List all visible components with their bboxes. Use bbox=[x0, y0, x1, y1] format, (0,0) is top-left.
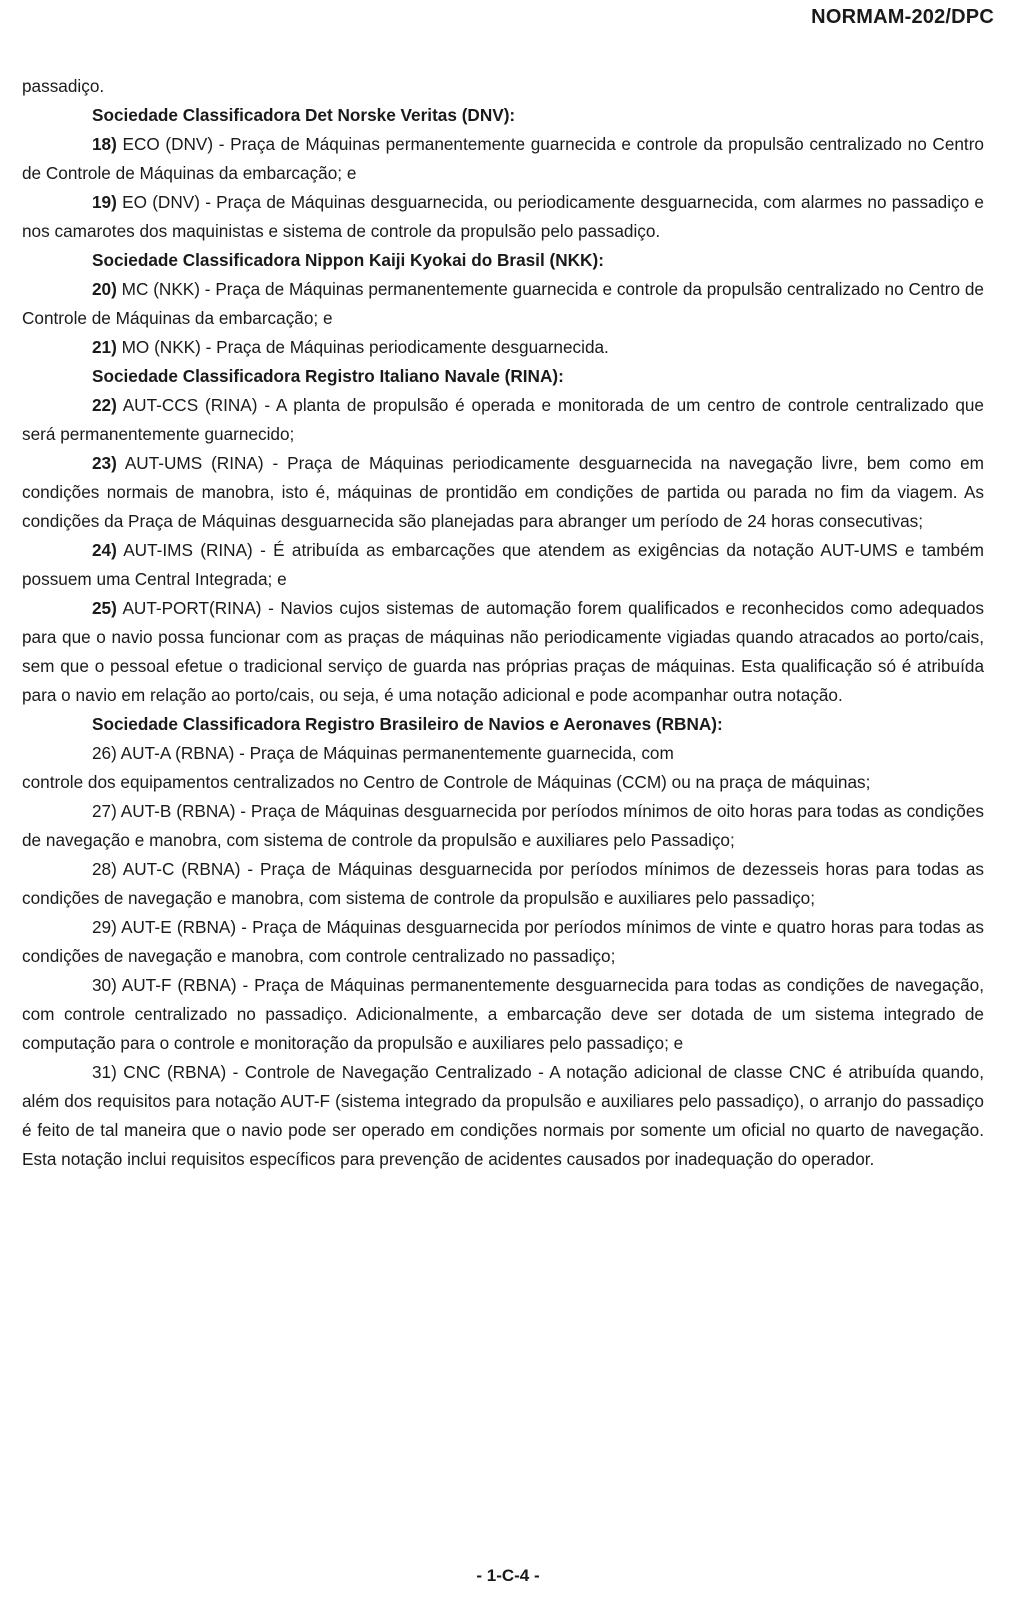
item-number: 20) bbox=[92, 279, 117, 299]
list-item-24 bbox=[22, 536, 984, 594]
document-header: NORMAM-202/DPC bbox=[811, 6, 994, 28]
list-item-22 bbox=[22, 391, 984, 449]
item-number: 25) bbox=[92, 598, 117, 618]
item-number: 21) bbox=[92, 337, 117, 357]
list-item-30: 30) AUT-F (RBNA) - Praça de Máquinas permanentemente desguarnecida para todas as condições de navegação, com controle centralizado no passadiço. Adicionalmente, a embarcação deve ser dotada de um sistema integrado de computação para o controle e monitoração da propulsão e auxiliares pelo passadiço; e bbox=[22, 975, 984, 1053]
list-item-23 bbox=[22, 449, 984, 536]
list-item-21 bbox=[22, 333, 984, 362]
list-item-25 bbox=[22, 594, 984, 710]
list-item-26-continuation: controle dos equipamentos centralizados no Centro de Controle de Máquinas (CCM) ou na praça de máquinas; bbox=[22, 772, 871, 792]
page-number: - 1-C-4 - bbox=[476, 1566, 540, 1585]
item-number: 18) bbox=[92, 134, 117, 154]
item-number: 19) bbox=[92, 192, 117, 212]
list-item-18 bbox=[22, 130, 984, 188]
item-number: 24) bbox=[92, 540, 117, 560]
list-item-27: 27) AUT-B (RBNA) - Praça de Máquinas desguarnecida por períodos mínimos de oito horas para todas as condições de navegação e manobra, com sistema de controle da propulsão e auxiliares pelo Passadiço; bbox=[22, 801, 984, 850]
list-item-29: 29) AUT-E (RBNA) - Praça de Máquinas desguarnecida por períodos mínimos de vinte e quatro horas para todas as condições de navegação e manobra, com controle centralizado no passadiço; bbox=[22, 917, 984, 966]
paragraph-continuation: passadiço. bbox=[22, 76, 105, 96]
section-heading-rina: Sociedade Classificadora Registro Italiano Navale (RINA): bbox=[92, 366, 564, 386]
item-text: AUT-IMS (RINA) - É atribuída as embarcações que atendem as exigências da notação AUT-UMS e também possuem uma Central Integrada; e bbox=[22, 540, 984, 589]
item-text: AUT-UMS (RINA) - Praça de Máquinas periodicamente desguarnecida na navegação livre, bem como em condições normais de manobra, isto é, máquinas de prontidão em condições de partida ou parada no fim da viagem. As condições da Praça de Máquinas desguarnecida são planejadas para abranger um período de 24 horas consecutivas; bbox=[22, 453, 984, 531]
list-item-28: 28) AUT-C (RBNA) - Praça de Máquinas desguarnecida por períodos mínimos de dezesseis horas para todas as condições de navegação e manobra, com sistema de controle da propulsão e auxiliares pelo passadiço; bbox=[22, 859, 984, 908]
item-text: MC (NKK) - Praça de Máquinas permanentemente guarnecida e controle da propulsão centralizado no Centro de Controle de Máquinas da embarcação; e bbox=[22, 279, 984, 328]
list-item-19 bbox=[22, 188, 984, 246]
item-text: EO (DNV) - Praça de Máquinas desguarnecida, ou periodicamente desguarnecida, com alarmes no passadiço e nos camarotes dos maquinistas e sistema de controle da propulsão pelo passadiço. bbox=[22, 192, 984, 241]
section-heading-rbna: Sociedade Classificadora Registro Brasileiro de Navios e Aeronaves (RBNA): bbox=[92, 714, 723, 734]
item-number: 22) bbox=[92, 395, 117, 415]
list-item-26: 26) AUT-A (RBNA) - Praça de Máquinas permanentemente guarnecida, com bbox=[92, 743, 674, 763]
document-body bbox=[22, 72, 984, 1174]
item-text: AUT-CCS (RINA) - A planta de propulsão é operada e monitorada de um centro de controle centralizado que será permanentemente guarnecido; bbox=[22, 395, 984, 444]
list-item-20 bbox=[22, 275, 984, 333]
item-number: 23) bbox=[92, 453, 117, 473]
item-text: AUT-PORT(RINA) - Navios cujos sistemas de automação forem qualificados e reconhecidos como adequados para que o navio possa funcionar com as praças de máquinas não periodicamente vigiadas quando atracados ao porto/cais, sem que o pessoal efetue o tradicional serviço de guarda nas próprias praças de máquinas. Esta qualificação só é atribuída para o navio em relação ao porto/cais, ou seja, é uma notação adicional e pode acompanhar outra notação. bbox=[22, 598, 984, 705]
item-text: ECO (DNV) - Praça de Máquinas permanentemente guarnecida e controle da propulsão centralizado no Centro de Controle de Máquinas da embarcação; e bbox=[22, 134, 984, 183]
list-item-31: 31) CNC (RBNA) - Controle de Navegação Centralizado - A notação adicional de classe CNC é atribuída quando, além dos requisitos para notação AUT-F (sistema integrado da propulsão e auxiliares pelo passadiço), o arranjo do passadiço é feito de tal maneira que o navio pode ser operado em condições normais por somente um oficial no quarto de navegação. Esta notação inclui requisitos específicos para prevenção de acidentes causados por inadequação do operador. bbox=[22, 1062, 984, 1169]
section-heading-dnv: Sociedade Classificadora Det Norske Veritas (DNV): bbox=[92, 105, 516, 125]
item-text: MO (NKK) - Praça de Máquinas periodicamente desguarnecida. bbox=[116, 337, 609, 357]
section-heading-nkk: Sociedade Classificadora Nippon Kaiji Kyokai do Brasil (NKK): bbox=[92, 250, 604, 270]
